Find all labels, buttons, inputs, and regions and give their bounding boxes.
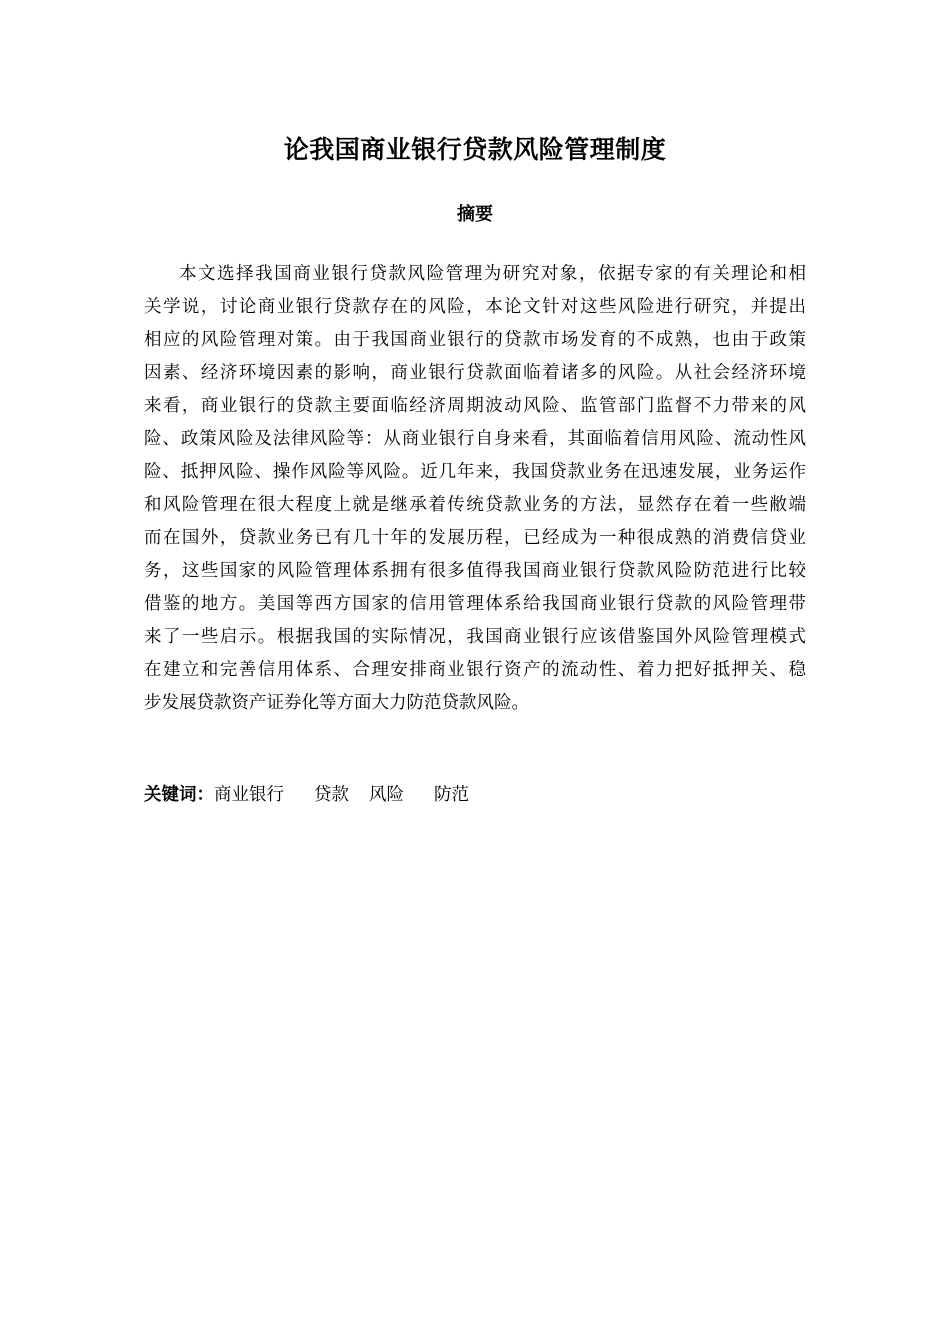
abstract-line: 关学说，讨论商业银行贷款存在的风险，本论文针对这些风险进行研究，并提出 <box>144 297 806 317</box>
keywords-label: 关键词： <box>144 785 214 805</box>
abstract-line: 来看，商业银行的贷款主要面临经济周期波动风险、监管部门监督不力带来的风 <box>144 396 806 416</box>
abstract-heading: 摘要 <box>457 204 493 225</box>
keyword-item: 防范 <box>434 785 469 805</box>
abstract-line: 险、政策风险及法律风险等：从商业银行自身来看，其面临着信用风险、流动性风 <box>144 429 806 449</box>
abstract-line: 相应的风险管理对策。由于我国商业银行的贷款市场发育的不成熟，也由于政策 <box>144 330 806 350</box>
abstract-line: 而在国外，贷款业务已有几十年的发展历程，已经成为一种很成熟的消费信贷业 <box>144 528 806 548</box>
document-title: 论我国商业银行贷款风险管理制度 <box>283 135 667 164</box>
abstract-line: 本文选择我国商业银行贷款风险管理为研究对象，依据专家的有关理论和相 <box>179 264 806 284</box>
abstract-line: 因素、经济环境因素的影响，商业银行贷款面临着诸多的风险。从社会经济环境 <box>144 363 806 383</box>
abstract-line: 务，这些国家的风险管理体系拥有很多值得我国商业银行贷款风险防范进行比较 <box>144 561 806 581</box>
abstract-body <box>144 258 806 720</box>
keyword-item: 贷款 <box>314 785 349 805</box>
keyword-item: 风险 <box>369 785 404 805</box>
keyword-item: 商业银行 <box>214 785 284 805</box>
keywords-row <box>144 780 469 810</box>
abstract-line: 在建立和完善信用体系、合理安排商业银行资产的流动性、着力把好抵押关、稳 <box>144 660 806 680</box>
abstract-line: 借鉴的地方。美国等西方国家的信用管理体系给我国商业银行贷款的风险管理带 <box>144 594 806 614</box>
abstract-line: 步发展贷款资产证券化等方面大力防范贷款风险。 <box>144 693 529 713</box>
abstract-line: 险、抵押风险、操作风险等风险。近几年来，我国贷款业务在迅速发展，业务运作 <box>144 462 806 482</box>
abstract-line: 和风险管理在很大程度上就是继承着传统贷款业务的方法，显然存在着一些敝端 <box>144 495 806 515</box>
abstract-line: 来了一些启示。根据我国的实际情况，我国商业银行应该借鉴国外风险管理模式 <box>144 627 806 647</box>
